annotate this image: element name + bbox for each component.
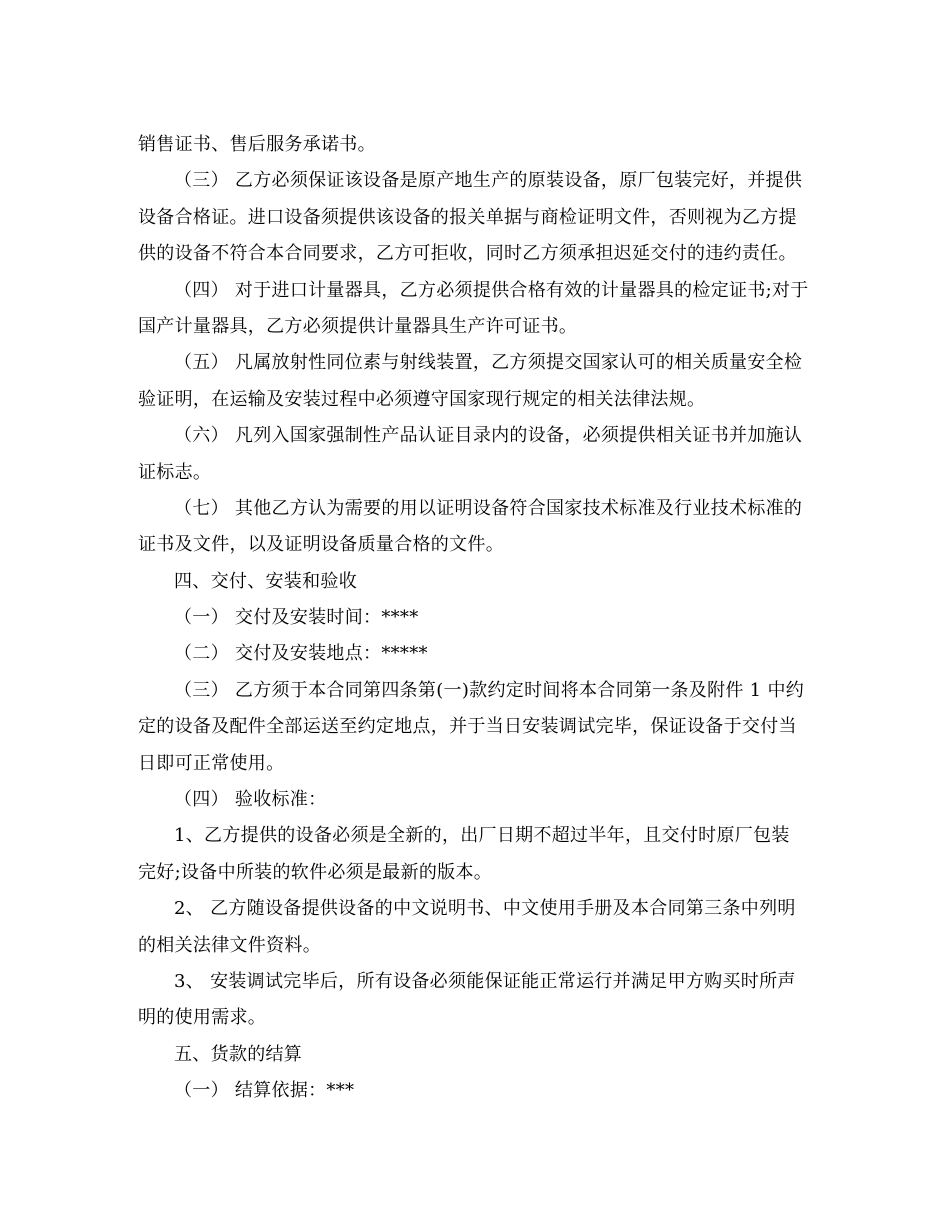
text-line: 国产计量器具，乙方必须提供计量器具生产许可证书。 (138, 315, 578, 337)
text-line: 设备合格证。进口设备须提供该设备的报关单据与商检证明文件，否则视为乙方提 (138, 206, 797, 228)
text-line: 明的使用需求。 (138, 1007, 267, 1029)
text-line: （七） 其他乙方认为需要的用以证明设备符合国家技术标准及行业技术标准的 (174, 497, 803, 519)
text-line: （二） 交付及安装地点：***** (174, 643, 428, 665)
text-line: （三） 乙方须于本合同第四条第(一)款约定时间将本合同第一条及附件 1 中约 (174, 679, 805, 701)
text-line: 销售证书、售后服务承诺书。 (138, 134, 376, 155)
text-line: 完好;设备中所装的软件必须是最新的版本。 (138, 861, 493, 883)
text-line: （一） 结算依据：*** (174, 1080, 355, 1102)
text-line: （四） 验收标准： (174, 789, 327, 811)
text-line: 1、乙方提供的设备必须是全新的，出厂日期不超过半年，且交付时原厂包装 (174, 825, 790, 847)
text-line: 的相关法律文件资料。 (138, 934, 321, 956)
text-line: 四、交付、安装和验收 (174, 570, 357, 592)
text-line: （五） 凡属放射性同位素与射线装置，乙方须提交国家认可的相关质量安全检 (174, 352, 803, 374)
text-line: 供的设备不符合本合同要求，乙方可拒收，同时乙方须承担迟延交付的违约责任。 (138, 243, 797, 265)
text-line: 定的设备及配件全部运送至约定地点，并于当日安装调试完毕，保证设备于交付当 (138, 716, 797, 738)
text-line: 验证明，在运输及安装过程中必须遵守国家现行规定的相关法律法规。 (138, 388, 706, 410)
text-line: （六） 凡列入国家强制性产品认证目录内的设备，必须提供相关证书并加施认 (174, 425, 803, 447)
text-line: 五、货款的结算 (174, 1043, 303, 1065)
text-line: （三） 乙方必须保证该设备是原产地生产的原装设备，原厂包装完好，并提供 (174, 170, 803, 192)
text-line: 2、 乙方随设备提供设备的中文说明书、中文使用手册及本合同第三条中列明 (174, 898, 796, 920)
text-line: （四） 对于进口计量器具，乙方必须提供合格有效的计量器具的检定证书;对于 (174, 279, 809, 301)
text-line: 证标志。 (138, 461, 212, 483)
document-body (138, 127, 813, 1110)
text-line: 证书及文件，以及证明设备质量合格的文件。 (138, 534, 504, 556)
text-line: 3、 安装调试完毕后，所有设备必须能保证能正常运行并满足甲方购买时所声 (174, 970, 796, 992)
text-line: （一） 交付及安装时间：**** (174, 607, 419, 629)
text-line: 日即可正常使用。 (138, 752, 285, 774)
